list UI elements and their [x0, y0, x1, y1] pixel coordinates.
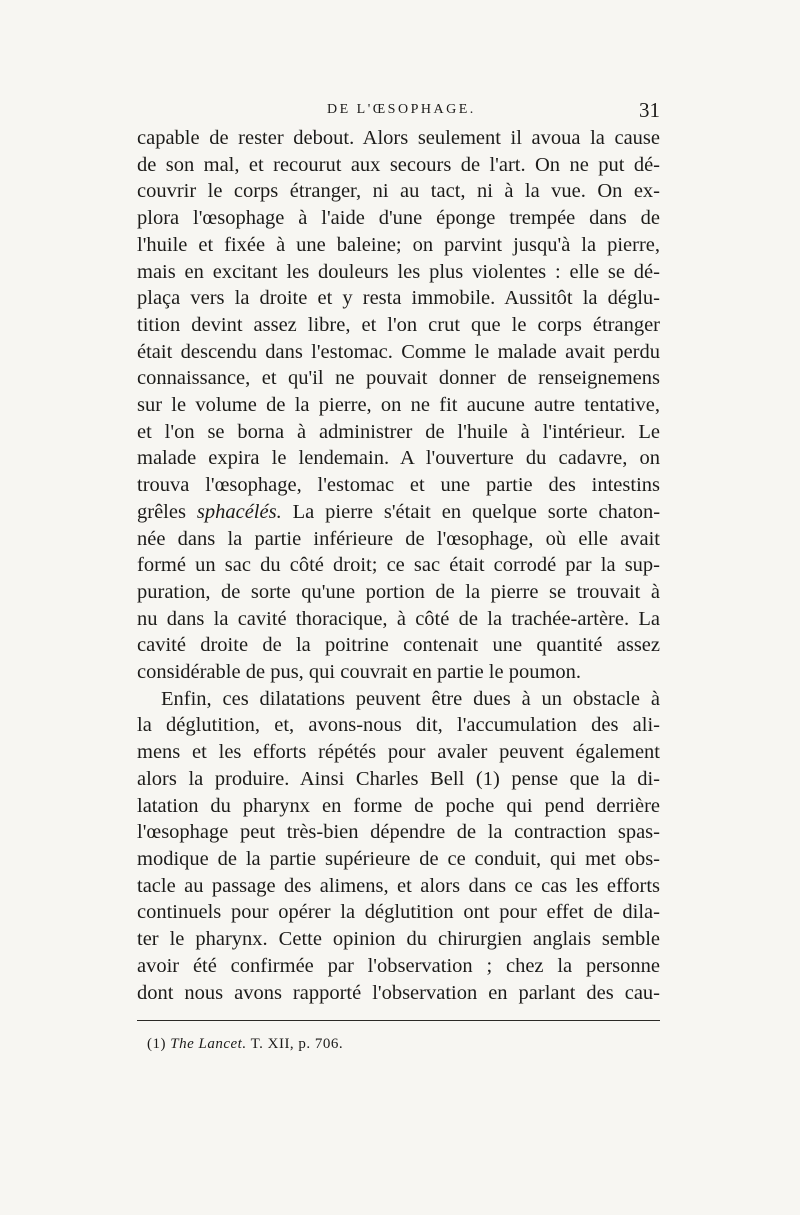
text-line: tition devint assez libre, et l'on crut que le corps étranger — [137, 313, 660, 336]
paragraph-first-line: Enfin, ces dilatations peuvent être dues à un obstacle à — [161, 687, 660, 710]
text-line: connaissance, et qu'il ne pouvait donner de renseignemens — [137, 367, 660, 390]
text-line: continuels pour opérer la déglutition ont pour effet de dila- — [137, 901, 660, 924]
footnote-marker: (1) — [147, 1036, 166, 1052]
text-line: l'œsophage peut très-bien dépendre de la contraction spas- — [137, 821, 660, 844]
text-line: considérable de pus, qui couvrait en partie le poumon. — [137, 661, 582, 684]
text-line: cavité droite de la poitrine contenait une quantité assez — [137, 634, 660, 657]
text-segment: grêles — [137, 500, 186, 523]
text-line: trouva l'œsophage, l'estomac et une partie des intestins — [137, 474, 660, 497]
text-line: alors la produire. Ainsi Charles Bell (1) pense que la di- — [137, 767, 660, 790]
text-line: nu dans la cavité thoracique, à côté de la trachée-artère. La — [137, 607, 660, 630]
footnote-journal: The Lancet. — [170, 1036, 247, 1052]
footnote-rule — [137, 1020, 660, 1021]
text-line: capable de rester debout. Alors seulement il avoua la cause — [137, 127, 660, 149]
text-line: était descendu dans l'estomac. Comme le malade avait perdu — [137, 340, 660, 363]
text-line: plora l'œsophage à l'aide d'une éponge trempée dans de — [137, 207, 660, 230]
text-segment: La pierre s'était en quelque sorte chaton- — [292, 500, 661, 523]
text-line: plaça vers la droite et y resta immobile. Aussitôt la déglu- — [137, 287, 660, 310]
text-line: formé un sac du côté droit; ce sac était corrodé par la sup- — [137, 554, 660, 577]
text-line: de son mal, et recourut aux secours de l'art. On ne put dé- — [137, 153, 660, 176]
text-line: mais en excitant les douleurs les plus violentes : elle se dé- — [137, 260, 660, 283]
text-line: ter le pharynx. Cette opinion du chirurgien anglais semble — [137, 928, 660, 951]
text-line: couvrir le corps étranger, ni au tact, ni à la vue. On ex- — [137, 180, 660, 203]
footnote-reference: T. XII, p. 706. — [250, 1036, 344, 1052]
page-header — [137, 98, 660, 124]
text-line: mens et les efforts répétés pour avaler peuvent également — [137, 741, 660, 764]
text-line: l'huile et fixée à une baleine; on parvint jusqu'à la pierre, — [137, 233, 660, 256]
italic-term: sphacélés. — [196, 500, 282, 523]
text-line: puration, de sorte qu'une portion de la pierre se trouvait à — [137, 580, 660, 603]
footnote — [147, 1036, 343, 1053]
text-line: malade expira le lendemain. A l'ouverture du cadavre, on — [137, 447, 660, 470]
text-line: sur le volume de la pierre, on ne fit aucune autre tentative, — [137, 394, 660, 417]
text-line: avoir été confirmée par l'observation ; chez la personne — [137, 954, 660, 977]
text-line: née dans la partie inférieure de l'œsophage, où elle avait — [137, 527, 660, 550]
text-line-mixed — [137, 499, 660, 526]
text-line: la déglutition, et, avons-nous dit, l'accumulation des ali- — [137, 714, 660, 737]
running-title: DE L'ŒSOPHAGE. — [327, 102, 476, 117]
text-line: dont nous avons rapporté l'observation en parlant des cau- — [137, 981, 660, 1004]
body-text — [137, 125, 660, 1006]
page-number: 31 — [639, 98, 660, 122]
text-line: et l'on se borna à administrer de l'huile à l'intérieur. Le — [137, 420, 660, 443]
text-line: modique de la partie supérieure de ce conduit, qui met obs- — [137, 847, 660, 870]
text-line: latation du pharynx en forme de poche qui pend derrière — [137, 794, 660, 817]
text-line: tacle au passage des alimens, et alors dans ce cas les efforts — [137, 874, 660, 897]
